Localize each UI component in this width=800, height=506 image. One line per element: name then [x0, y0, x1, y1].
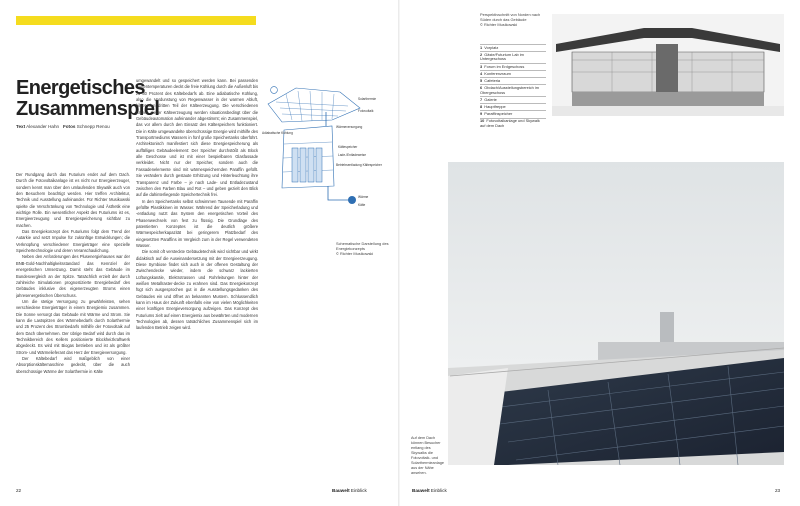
- page-number-left: 22: [16, 488, 22, 493]
- byline-photo-label: Fotos: [62, 124, 76, 129]
- diagram-label: Fotovoltaik: [358, 109, 374, 113]
- accent-bar: [16, 16, 256, 25]
- diagram-caption: [336, 241, 394, 257]
- legend-item: 7 Galerie: [480, 96, 546, 103]
- legend-item: 10 Fotovoltaikanlage und Skywalk auf dem Dach: [480, 118, 546, 130]
- rooftop-photo: [448, 162, 784, 465]
- basement: [572, 92, 764, 106]
- page-number-right: 23: [775, 488, 781, 493]
- diagram-label: Wärme: [358, 195, 369, 199]
- section-name: Einblick: [350, 488, 367, 493]
- byline-text-author: Alexander Hahn: [26, 124, 60, 129]
- byline-photo-author: Schnepp Renou: [76, 124, 110, 129]
- diagram-caption-text: Schematische Darstellung des Energiekonzepts: [336, 241, 389, 252]
- legend-item: 1 Vorplatz: [480, 44, 546, 51]
- paragraph: Der Kältebedarf wird maßgeblich von einer Absorptionskältemaschine gedeckt, über die auch überschüssige Wärme der Solarthermie in Kälte: [16, 355, 130, 374]
- ground: [552, 106, 784, 116]
- body-column-1: [16, 172, 130, 467]
- article-title: [16, 77, 160, 120]
- legend-item: 9 Paraffinspeicher: [480, 110, 546, 117]
- title-line-1: Energetisches: [16, 77, 145, 99]
- legend-item: 4 Konferenzraum: [480, 70, 546, 77]
- heat-unit-icon: [348, 196, 356, 204]
- magazine-name: Bauwelt: [332, 488, 350, 493]
- sun-icon: [271, 87, 278, 94]
- paragraph: Um die stetige Versorgung zu gewährleisten, sehen verschiedene Energieträger in einem Energiemix zusammen. Die Sonne versorgt das Gebäude mit Wärme und Strom. Sie kann die Lastspitzen des Wärmebedarfs durch Solarthermie und 25 Prozent des Strombedarfs mithilfe der Fotovoltaik auf dem Dach übernehmen. Der übrige Bedarf wird durch das im Technikbereich des Kellers positionierte Blockheizkraftwerk abgedeckt. Es wird mit Biogas betrieben und ist als größter Strom- und Wärmelieferant das Herz der Energieversorgung.: [16, 298, 130, 355]
- diagram-label: Lade-/Entladeweise: [338, 153, 366, 157]
- section-caption: [480, 12, 550, 27]
- paragraph: In den Speichertanks selbst schwimmen Tausende mit Paraffin gefüllte Plastikkinen im Wasser. Während der Speicherladung und -entladung nutzt das System den energetischen Vorteil des Phasenwechsels von fest zu flüssig. Die Grundlage des patentierten Konzeptes ist die deutlich größere Wärmespeicherkapazität bei geringerem Platzbedarf des eingesetzten Paraffins im Vergleich zum in der Regel verwendeten Wasser.: [136, 198, 258, 248]
- running-footer-right: [412, 488, 447, 493]
- storage-core: [656, 44, 678, 92]
- legend-item: 6 Obdach/Ausstellungsbereich im Obergeschoss: [480, 84, 546, 96]
- diagram-label: Solarthermie: [358, 97, 377, 101]
- diagram-label: Betriebsentladung Kältespeicher: [336, 163, 382, 167]
- section-credit: © Richter Musikowski: [480, 22, 518, 27]
- byline-text-label: Text: [16, 124, 26, 129]
- body-column-2: [136, 78, 258, 468]
- running-footer-left: [332, 488, 367, 493]
- energy-concept-diagram: [262, 82, 394, 230]
- paragraph: umgewandelt und so gespeichert werden kann. Bei passenden Außentemperaturen deckt die freie Kühlung durch die Außenluft bis zu 30 Prozent des Kältebedarfs ab. Eine adiabatische Kühlung, also die Verdunstung von Regenwasser in der warmen Abluft, bildet den dritten Teil der Kälteerzeugung. Die verschiedenen Anteile dieser Kälteerzeugung werden situationsbedingt über die Gebäudeautomation aufeinander abgestimmt; ein Zusammenspiel, das vor allem durch den Einsatz des Kältespeichers funktioniert. Die in Kälte umgewandelte überschüssige Energie wird mithilfe des Transportmediums Wassers in fünf große Speichertanks überführt. Architektonisch manifestiert sich diese Energiespeicherung als auffälliges Gebäudeelement: Der Speicher durchstößt als Block alle Geschosse und ist mit einer bespielbaren Glasfassade verkleidet. Nicht nur der Speicher, sondern auch die Fassadenelemente sind mit wärmespeichernden Paraffin gefüllt. Sie verändern durch gestaute Erhitzung und Hinterleuchtung ihre Transparenz und Farbe – je nach Lade- und Entladezustand zwischen den Farben Blau und Rot – und geben gezielt den Blick auf die dahinterliegende Speichertechnik frei.: [136, 78, 258, 198]
- magazine-name: Bauwelt: [412, 488, 430, 493]
- paragraph: Der Rundgang durch das Futurium endet auf dem Dach. Durch die Fotovoltaikanlage ist es nicht nur Energieerzeuger, sondern kennt man über den umlaufenden Skywalk auch von den Besuchern beachtigt werden. Hier treffen Architektur, Technik und Ausstellung aufeinander. Für Richter Musikowski spielte die Verschränkung von Technologie und Ästhetik eine wichtige Rolle. Ein wesentlicher Aspekt des Futuriums ist es, Energieerzeugung und Energiespeicherung sichtbar zu machen.: [16, 172, 130, 228]
- section-name: Einblick: [430, 488, 447, 493]
- title-line-2: Zusammenspiel: [16, 98, 160, 120]
- diagram-credit: © Richter Musikowski: [336, 251, 374, 257]
- roof-outline: [268, 88, 360, 122]
- diagram-label: Kältespeicher: [338, 145, 358, 149]
- byline: [16, 124, 146, 129]
- diagram-label: Kälte: [358, 203, 366, 207]
- diagram-label: Wärmeversorgung: [336, 125, 363, 129]
- perspective-section-drawing: [552, 14, 784, 116]
- legend-item: 2 Gäste/Futurium Lab im Untergeschoss: [480, 51, 546, 63]
- legend-item: 3 Forum im Erdgeschoss: [480, 63, 546, 70]
- diagram-label: Adiabatische Kühlung: [262, 131, 293, 135]
- photo-caption: Auf dem Dach können Besucher entlang des Skywalks die Fotovoltaik- und Solarthermieanlage aus der Nähe ansehen.: [411, 436, 444, 475]
- paragraph: Neben den Anforderungen des Plusenergiehauses war der BNB-Gold-Nachhaltigkeitsstandard das Kennziel der energetischen Umsetzung. Damit steht das Gebäude im Bundesvergleich an der Spitze. Tatsächlich erzielt der durch zahlreiche Simulationen prognostizierte Energiebedarf des Gebäudes inklusive des eigenerzeugten Stroms einen jahresenergetischen Überschuss.: [16, 254, 130, 298]
- legend-item: 5 Cafeteria: [480, 77, 546, 84]
- section-caption-text: Perspektivschnitt von Norden nach Süden durch das Gebäude: [480, 12, 541, 22]
- section-legend: [480, 44, 546, 129]
- legend-item: 8 Hauptfreppe: [480, 103, 546, 110]
- paragraph: Die somit oft versteckte Gebäudetechnik wird sichtbar und wirkt didaktisch auf die Auseinandersetzung mit der Energieerzeugung. Diese Symbiose findet sich auch in der offenen Gestaltung der Zwischendecke wieder, indem die schwarz lackierten Lüftungskanäle, Elektrotrassen und Rohrleitungen hinter der weißen Metallraster-decke zu erahnen sind. Das Energiekonzept fügt sich ausgesprochen gut in die Ausstellungsgedanken des Gebäudes ein und öffnet an bekannten Mustern. Schlussendlich kann im Haus der Zukunft ebenfalls eine von vielen Möglichkeiten einer künftigen Energieversorgung aufzeigen. Das Konzept des Futuriums zielt auf einen Energiemix aus bewährten und modernen Technologien ab, dessen tatsächliches Zusammenspiel sich im laufenden Betrieb zeigen wird.: [136, 249, 258, 331]
- paragraph: Das Energiekonzept des Futuriums folgt dem Trend der Autarkie und setzt Impulse für zukünftige Entwicklungen; die Verknüpfung verschiedener Energieträger eine spezielle Speichertechnologie und deren Veranschaulichung.: [16, 229, 130, 254]
